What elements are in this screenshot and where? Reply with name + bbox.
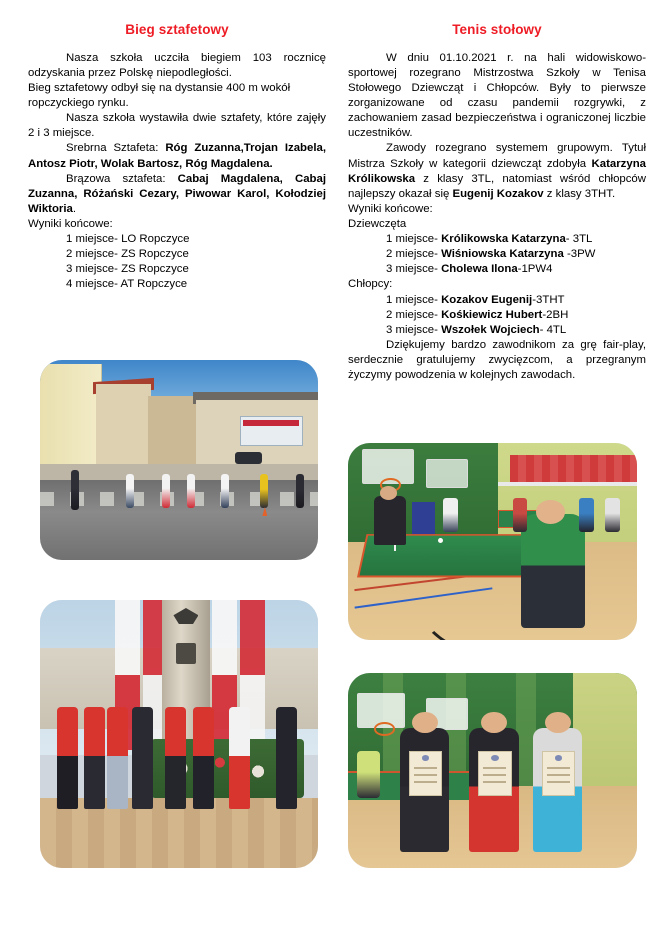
list-item — [348, 308, 646, 323]
left-column — [28, 22, 326, 292]
place-label: 1 miejsce- — [386, 293, 442, 306]
left-paragraph-1: Nasza szkoła uczciła biegiem 103 rocznicę odzyskania przez Polskę niepodległości. — [28, 52, 326, 80]
right-closing-paragraph: Dziękujemy bardzo zawodnikom za grę fair-play, serdecznie gratulujemy zwycięzcom, a przegranym życzymy powodzenia w kolejnych zawodach. — [348, 339, 646, 382]
certificate-line — [483, 781, 506, 783]
player-class: -1PW4 — [517, 263, 553, 276]
winner-head — [412, 712, 438, 733]
student — [193, 707, 214, 809]
spectator-seats — [510, 455, 637, 483]
list-item: 3 miejsce- ZS Ropczyce — [66, 263, 189, 276]
runner — [221, 474, 229, 508]
foreground-player-head — [536, 500, 565, 524]
table-tennis-match-photo — [348, 443, 637, 640]
left-paragraph-3: Nasza szkoła wystawiła dwie sztafety, które zajęły 2 i 3 miejsce. — [28, 112, 326, 140]
student — [84, 707, 105, 809]
player-name: Kośkiewicz Hubert — [441, 308, 543, 321]
certificate-line — [414, 767, 437, 769]
person — [71, 470, 79, 510]
student — [107, 707, 128, 809]
monument-plaque — [176, 643, 195, 664]
player-name: Wszołek Wojciech — [441, 323, 540, 336]
background-person — [579, 498, 593, 531]
player-class: - 4TL — [539, 323, 567, 336]
student — [276, 707, 297, 809]
student — [165, 707, 186, 809]
list-item — [348, 262, 646, 277]
student — [57, 707, 78, 809]
silver-relay-paragraph — [28, 141, 326, 171]
girls-category-heading: Dziewczęta — [348, 217, 407, 230]
certificate — [478, 751, 512, 796]
place-label: 3 miejsce- — [386, 323, 442, 336]
list-item — [348, 232, 646, 247]
list-item: 2 miejsce- ZS Ropczyce — [66, 248, 189, 261]
team-monument-photo — [40, 600, 318, 868]
player-name: Cholewa Ilona — [441, 263, 518, 276]
certificate — [542, 751, 576, 796]
player-class: -3PW — [563, 248, 596, 261]
two-column-layout — [28, 22, 646, 383]
champions-intro: Zawody rozegrano systemem grupowym. Tytuł Mistrza Szkoły w kategorii dziewcząt zdobyła — [348, 142, 646, 170]
place-label: 3 miejsce- — [386, 263, 442, 276]
certificate-seal-icon — [491, 755, 499, 761]
player-name: Kozakov Eugenij — [441, 293, 533, 306]
bronze-relay-label: Brązowa sztafeta: — [66, 172, 178, 185]
silver-relay-names: Róg Zuzanna,Trojan Izabela, Antosz Piotr, Wolak Bartosz, Róg Magdalena. — [28, 142, 326, 170]
basketball-hoop-icon — [374, 722, 395, 736]
runner — [187, 474, 195, 508]
girls-champion-name: Katarzyna Królikowska — [348, 157, 646, 185]
certificate-line — [547, 767, 570, 769]
marshal — [260, 474, 268, 508]
list-item — [348, 247, 646, 262]
building-left — [40, 364, 102, 468]
left-results-heading: Wyniki końcowe: — [28, 217, 113, 230]
certificate-line — [414, 774, 437, 776]
student — [132, 707, 153, 809]
building-center — [148, 396, 198, 468]
certificate-line — [414, 781, 437, 783]
bronze-relay-names: Cabaj Magdalena, Cabaj Zuzanna, Różański Cezary, Piwowar Karol, Kołodziej Wiktoria — [28, 172, 326, 215]
shop-sign — [243, 420, 299, 426]
street-relay-photo — [40, 360, 318, 560]
left-section-title: Bieg sztafetowy — [125, 22, 229, 37]
right-section-title: Tenis stołowy — [452, 22, 542, 37]
basketball-backboard — [426, 459, 468, 489]
right-results-heading: Wyniki końcowe: — [348, 202, 433, 215]
right-column — [348, 22, 646, 383]
list-item — [348, 323, 646, 338]
certificate — [409, 751, 443, 796]
list-item: 4 miejsce- AT Ropczyce — [66, 278, 188, 291]
boys-category-heading: Chłopcy: — [348, 278, 393, 291]
gym-wall-lime — [573, 673, 637, 790]
background-person — [605, 498, 619, 531]
table-tennis-winners-photo — [348, 673, 637, 868]
building-mid — [96, 384, 152, 468]
list-item — [348, 293, 646, 308]
player-class: - 3TL — [565, 232, 593, 245]
place-label: 1 miejsce- — [386, 232, 442, 245]
background-person — [513, 498, 527, 531]
background-person — [357, 751, 380, 798]
certificate-line — [547, 774, 570, 776]
boys-champion-name: Eugenij Kozakov — [452, 187, 544, 200]
background-person — [443, 498, 457, 531]
certificate-line — [483, 774, 506, 776]
certificate-line — [547, 781, 570, 783]
player-name: Królikowska Katarzyna — [441, 232, 566, 245]
right-paragraph-1: W dniu 01.10.2021 r. na hali widowiskowo-sportowej rozegrano Mistrzostwa Szkoły w Tenisa Stołowego Dziewcząt i Chłopców. Były to pierwsze zorganizowane od czasu pandemii rozgrywki, z zachowaniem zasad bezpieczeństwa i ograniczonej liczbie uczestników. — [348, 52, 646, 140]
opposing-player — [374, 496, 406, 545]
foreground-player — [521, 514, 585, 628]
left-paragraph-2: Bieg sztafetowy odbył się na dystansie 400 m wokół ropczyckiego rynku. — [28, 82, 291, 110]
certificate-seal-icon — [422, 755, 430, 761]
player-class: -2BH — [542, 308, 569, 321]
silver-relay-label: Srebrna Sztafeta: — [66, 142, 166, 155]
person — [296, 474, 304, 508]
place-label: 2 miejsce- — [386, 308, 442, 321]
bronze-relay-paragraph — [28, 172, 326, 217]
girls-champion-class: z klasy 3TL, natomiast wśród chłopców najlepszy okazał się — [348, 172, 646, 200]
balcony-rail — [498, 482, 637, 486]
place-label: 2 miejsce- — [386, 248, 442, 261]
girls-results-list — [348, 232, 646, 277]
right-paragraph-2 — [348, 141, 646, 201]
certificate-line — [483, 767, 506, 769]
runner — [162, 474, 170, 508]
list-item: 1 miejsce- LO Ropczyce — [66, 232, 190, 245]
pedestrian-crossing — [40, 492, 318, 506]
ping-pong-ball — [438, 538, 443, 543]
boys-results-list — [348, 293, 646, 338]
runner — [126, 474, 134, 508]
left-results-list — [28, 232, 326, 293]
player-name: Wiśniowska Katarzyna — [441, 248, 564, 261]
certificate-seal-icon — [555, 755, 563, 761]
winner-head — [545, 712, 571, 733]
parked-car — [235, 452, 263, 464]
boys-champion-class: z klasy 3THT. — [543, 187, 616, 200]
player-class: -3THT — [532, 293, 565, 306]
student — [229, 707, 250, 809]
bronze-relay-period: . — [72, 202, 77, 215]
